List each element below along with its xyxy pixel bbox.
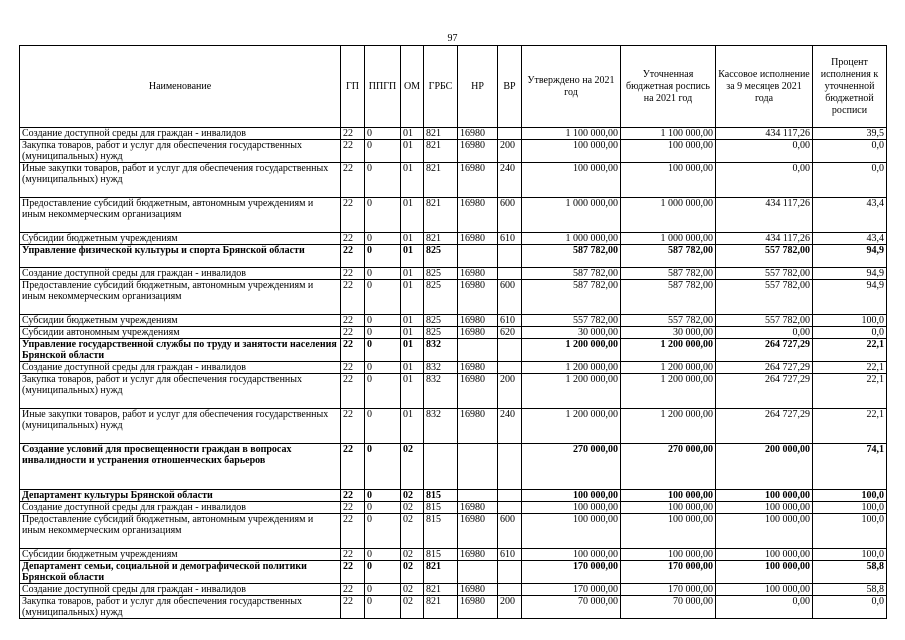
cell-om: 02	[401, 561, 424, 584]
cell-vr	[498, 245, 522, 268]
cell-percent: 94,9	[813, 245, 887, 268]
cell-ppgp: 0	[365, 549, 401, 561]
cell-name: Предоставление субсидий бюджетным, автономным учреждениям и иным некоммерческим организациям	[20, 198, 341, 233]
cell-grbs: 825	[424, 315, 458, 327]
cell-ppgp: 0	[365, 584, 401, 596]
cell-om: 01	[401, 128, 424, 140]
column-header-vr: ВР	[498, 46, 522, 128]
cell-gp: 22	[341, 409, 365, 444]
cell-vr: 600	[498, 514, 522, 549]
cell-ppgp: 0	[365, 596, 401, 619]
cell-approved: 557 782,00	[522, 315, 621, 327]
cell-percent: 58,8	[813, 584, 887, 596]
cell-ppgp: 0	[365, 315, 401, 327]
cell-percent: 74,1	[813, 444, 887, 490]
cell-cash: 264 727,29	[716, 374, 813, 409]
cell-gp: 22	[341, 327, 365, 339]
cell-cash: 100 000,00	[716, 514, 813, 549]
cell-nr: 16980	[458, 128, 498, 140]
cell-approved: 100 000,00	[522, 163, 621, 198]
table-row	[20, 339, 887, 362]
table-row	[20, 140, 887, 163]
table-row	[20, 444, 887, 490]
cell-grbs: 825	[424, 268, 458, 280]
table-row	[20, 584, 887, 596]
cell-gp: 22	[341, 128, 365, 140]
cell-om: 01	[401, 374, 424, 409]
cell-grbs: 815	[424, 514, 458, 549]
cell-om: 02	[401, 549, 424, 561]
cell-nr: 16980	[458, 198, 498, 233]
cell-nr	[458, 444, 498, 490]
cell-percent: 43,4	[813, 198, 887, 233]
cell-approved: 100 000,00	[522, 549, 621, 561]
cell-refined: 587 782,00	[621, 268, 716, 280]
cell-nr: 16980	[458, 327, 498, 339]
column-header-name: Наименование	[20, 46, 341, 128]
cell-refined: 70 000,00	[621, 596, 716, 619]
cell-vr: 600	[498, 280, 522, 315]
cell-name: Создание условий для просвещенности граждан в вопросах инвалидности и устранения отношенческих барьеров	[20, 444, 341, 490]
table-row	[20, 327, 887, 339]
cell-approved: 100 000,00	[522, 140, 621, 163]
cell-cash: 557 782,00	[716, 245, 813, 268]
cell-nr: 16980	[458, 409, 498, 444]
cell-om: 02	[401, 490, 424, 502]
cell-grbs: 821	[424, 128, 458, 140]
cell-approved: 587 782,00	[522, 268, 621, 280]
cell-approved: 100 000,00	[522, 502, 621, 514]
cell-name: Иные закупки товаров, работ и услуг для обеспечения государственных (муниципальных) нужд	[20, 163, 341, 198]
table-row	[20, 198, 887, 233]
cell-ppgp: 0	[365, 374, 401, 409]
cell-nr	[458, 561, 498, 584]
cell-name: Закупка товаров, работ и услуг для обеспечения государственных (муниципальных) нужд	[20, 596, 341, 619]
cell-percent: 100,0	[813, 315, 887, 327]
cell-name: Субсидии автономным учреждениям	[20, 327, 341, 339]
cell-grbs: 832	[424, 374, 458, 409]
cell-vr	[498, 561, 522, 584]
cell-grbs: 832	[424, 409, 458, 444]
table-row	[20, 315, 887, 327]
cell-percent: 22,1	[813, 362, 887, 374]
cell-cash: 557 782,00	[716, 315, 813, 327]
cell-om: 01	[401, 339, 424, 362]
cell-name: Создание доступной среды для граждан - инвалидов	[20, 502, 341, 514]
cell-grbs: 821	[424, 584, 458, 596]
cell-om: 01	[401, 315, 424, 327]
cell-refined: 1 200 000,00	[621, 374, 716, 409]
cell-nr: 16980	[458, 596, 498, 619]
cell-vr	[498, 490, 522, 502]
cell-percent: 100,0	[813, 490, 887, 502]
cell-cash: 0,00	[716, 163, 813, 198]
cell-vr: 610	[498, 315, 522, 327]
cell-percent: 58,8	[813, 561, 887, 584]
cell-grbs: 821	[424, 596, 458, 619]
cell-grbs: 825	[424, 327, 458, 339]
cell-ppgp: 0	[365, 245, 401, 268]
cell-grbs: 821	[424, 561, 458, 584]
cell-nr: 16980	[458, 584, 498, 596]
cell-approved: 100 000,00	[522, 514, 621, 549]
cell-ppgp: 0	[365, 233, 401, 245]
cell-nr: 16980	[458, 502, 498, 514]
cell-gp: 22	[341, 245, 365, 268]
cell-ppgp: 0	[365, 444, 401, 490]
column-header-gp: ГП	[341, 46, 365, 128]
cell-approved: 70 000,00	[522, 596, 621, 619]
cell-refined: 170 000,00	[621, 561, 716, 584]
cell-ppgp: 0	[365, 561, 401, 584]
cell-vr: 240	[498, 163, 522, 198]
cell-ppgp: 0	[365, 327, 401, 339]
column-header-percent: Процент исполнения к уточненной бюджетной росписи	[813, 46, 887, 128]
cell-percent: 39,5	[813, 128, 887, 140]
cell-grbs: 815	[424, 549, 458, 561]
cell-name: Создание доступной среды для граждан - инвалидов	[20, 584, 341, 596]
cell-refined: 587 782,00	[621, 245, 716, 268]
cell-nr	[458, 245, 498, 268]
cell-gp: 22	[341, 233, 365, 245]
cell-gp: 22	[341, 502, 365, 514]
column-header-nr: НР	[458, 46, 498, 128]
table-row	[20, 268, 887, 280]
cell-cash: 434 117,26	[716, 198, 813, 233]
table-row	[20, 233, 887, 245]
cell-nr: 16980	[458, 140, 498, 163]
cell-percent: 43,4	[813, 233, 887, 245]
cell-percent: 22,1	[813, 374, 887, 409]
column-header-grbs: ГРБС	[424, 46, 458, 128]
cell-om: 01	[401, 280, 424, 315]
cell-gp: 22	[341, 444, 365, 490]
cell-om: 01	[401, 198, 424, 233]
table-row	[20, 561, 887, 584]
cell-ppgp: 0	[365, 268, 401, 280]
cell-name: Создание доступной среды для граждан - инвалидов	[20, 128, 341, 140]
cell-name: Департамент семьи, социальной и демографической политики Брянской области	[20, 561, 341, 584]
cell-om: 01	[401, 362, 424, 374]
cell-gp: 22	[341, 561, 365, 584]
cell-cash: 200 000,00	[716, 444, 813, 490]
cell-approved: 270 000,00	[522, 444, 621, 490]
table-row	[20, 514, 887, 549]
cell-vr: 600	[498, 198, 522, 233]
cell-vr	[498, 268, 522, 280]
table-row	[20, 409, 887, 444]
cell-refined: 1 100 000,00	[621, 128, 716, 140]
cell-name: Управление государственной службы по труду и занятости населения Брянской области	[20, 339, 341, 362]
cell-refined: 100 000,00	[621, 140, 716, 163]
table-row	[20, 245, 887, 268]
cell-ppgp: 0	[365, 490, 401, 502]
cell-approved: 1 200 000,00	[522, 339, 621, 362]
cell-gp: 22	[341, 198, 365, 233]
cell-percent: 0,0	[813, 163, 887, 198]
cell-refined: 1 000 000,00	[621, 198, 716, 233]
cell-om: 01	[401, 268, 424, 280]
column-header-cash: Кассовое исполнение за 9 месяцев 2021 года	[716, 46, 813, 128]
cell-nr: 16980	[458, 163, 498, 198]
cell-refined: 100 000,00	[621, 163, 716, 198]
cell-vr: 200	[498, 140, 522, 163]
cell-ppgp: 0	[365, 362, 401, 374]
cell-cash: 264 727,29	[716, 409, 813, 444]
cell-name: Создание доступной среды для граждан - инвалидов	[20, 362, 341, 374]
cell-gp: 22	[341, 584, 365, 596]
cell-refined: 100 000,00	[621, 549, 716, 561]
cell-ppgp: 0	[365, 280, 401, 315]
cell-om: 02	[401, 596, 424, 619]
cell-om: 02	[401, 514, 424, 549]
cell-cash: 100 000,00	[716, 584, 813, 596]
cell-ppgp: 0	[365, 339, 401, 362]
cell-gp: 22	[341, 596, 365, 619]
table-row	[20, 549, 887, 561]
cell-refined: 1 200 000,00	[621, 409, 716, 444]
cell-om: 01	[401, 245, 424, 268]
cell-refined: 30 000,00	[621, 327, 716, 339]
cell-nr: 16980	[458, 233, 498, 245]
table-row	[20, 596, 887, 619]
cell-name: Субсидии бюджетным учреждениям	[20, 315, 341, 327]
cell-name: Закупка товаров, работ и услуг для обеспечения государственных (муниципальных) нужд	[20, 140, 341, 163]
cell-cash: 557 782,00	[716, 280, 813, 315]
table-row	[20, 502, 887, 514]
cell-nr: 16980	[458, 268, 498, 280]
cell-gp: 22	[341, 362, 365, 374]
column-header-ppgp: ППГП	[365, 46, 401, 128]
cell-refined: 1 200 000,00	[621, 362, 716, 374]
cell-grbs: 832	[424, 362, 458, 374]
cell-gp: 22	[341, 280, 365, 315]
cell-nr: 16980	[458, 315, 498, 327]
cell-om: 01	[401, 409, 424, 444]
cell-percent: 22,1	[813, 339, 887, 362]
table-row	[20, 280, 887, 315]
cell-name: Управление физической культуры и спорта Брянской области	[20, 245, 341, 268]
cell-cash: 264 727,29	[716, 362, 813, 374]
cell-refined: 100 000,00	[621, 502, 716, 514]
cell-cash: 100 000,00	[716, 490, 813, 502]
cell-refined: 1 000 000,00	[621, 233, 716, 245]
cell-gp: 22	[341, 315, 365, 327]
table-row	[20, 362, 887, 374]
cell-approved: 1 200 000,00	[522, 362, 621, 374]
cell-percent: 100,0	[813, 549, 887, 561]
cell-gp: 22	[341, 490, 365, 502]
cell-grbs: 821	[424, 198, 458, 233]
table-row	[20, 163, 887, 198]
cell-ppgp: 0	[365, 140, 401, 163]
column-header-approved: Утверждено на 2021 год	[522, 46, 621, 128]
cell-approved: 170 000,00	[522, 584, 621, 596]
cell-vr: 200	[498, 374, 522, 409]
cell-om: 02	[401, 502, 424, 514]
cell-nr	[458, 339, 498, 362]
cell-om: 01	[401, 163, 424, 198]
cell-refined: 100 000,00	[621, 490, 716, 502]
cell-approved: 100 000,00	[522, 490, 621, 502]
cell-percent: 100,0	[813, 514, 887, 549]
cell-approved: 1 000 000,00	[522, 233, 621, 245]
cell-nr: 16980	[458, 374, 498, 409]
cell-gp: 22	[341, 549, 365, 561]
table-row	[20, 374, 887, 409]
cell-name: Предоставление субсидий бюджетным, автономным учреждениям и иным некоммерческим организациям	[20, 514, 341, 549]
table-body	[20, 128, 887, 619]
cell-grbs: 815	[424, 490, 458, 502]
cell-gp: 22	[341, 374, 365, 409]
cell-grbs: 821	[424, 233, 458, 245]
cell-grbs: 815	[424, 502, 458, 514]
cell-vr	[498, 362, 522, 374]
cell-nr	[458, 490, 498, 502]
cell-vr: 610	[498, 233, 522, 245]
cell-cash: 100 000,00	[716, 549, 813, 561]
cell-om: 01	[401, 140, 424, 163]
cell-grbs: 832	[424, 339, 458, 362]
cell-gp: 22	[341, 268, 365, 280]
cell-nr: 16980	[458, 362, 498, 374]
cell-vr	[498, 339, 522, 362]
cell-gp: 22	[341, 140, 365, 163]
cell-cash: 264 727,29	[716, 339, 813, 362]
cell-cash: 434 117,26	[716, 128, 813, 140]
cell-name: Иные закупки товаров, работ и услуг для обеспечения государственных (муниципальных) нужд	[20, 409, 341, 444]
cell-name: Предоставление субсидий бюджетным, автономным учреждениям и иным некоммерческим организациям	[20, 280, 341, 315]
table-row	[20, 128, 887, 140]
cell-cash: 0,00	[716, 140, 813, 163]
cell-om: 02	[401, 444, 424, 490]
cell-vr	[498, 584, 522, 596]
cell-approved: 1 200 000,00	[522, 409, 621, 444]
cell-refined: 270 000,00	[621, 444, 716, 490]
cell-om: 02	[401, 584, 424, 596]
cell-percent: 100,0	[813, 502, 887, 514]
cell-grbs	[424, 444, 458, 490]
cell-grbs: 821	[424, 163, 458, 198]
cell-approved: 1 000 000,00	[522, 198, 621, 233]
cell-name: Создание доступной среды для граждан - инвалидов	[20, 268, 341, 280]
cell-vr: 620	[498, 327, 522, 339]
cell-grbs: 825	[424, 245, 458, 268]
cell-name: Департамент культуры Брянской области	[20, 490, 341, 502]
column-header-om: ОМ	[401, 46, 424, 128]
cell-approved: 587 782,00	[522, 245, 621, 268]
cell-gp: 22	[341, 163, 365, 198]
cell-percent: 94,9	[813, 268, 887, 280]
cell-name: Субсидии бюджетным учреждениям	[20, 233, 341, 245]
cell-grbs: 821	[424, 140, 458, 163]
cell-vr: 610	[498, 549, 522, 561]
cell-om: 01	[401, 327, 424, 339]
cell-refined: 170 000,00	[621, 584, 716, 596]
cell-refined: 1 200 000,00	[621, 339, 716, 362]
cell-name: Закупка товаров, работ и услуг для обеспечения государственных (муниципальных) нужд	[20, 374, 341, 409]
cell-vr	[498, 128, 522, 140]
table-header	[20, 46, 887, 128]
cell-ppgp: 0	[365, 198, 401, 233]
cell-percent: 0,0	[813, 140, 887, 163]
cell-vr: 240	[498, 409, 522, 444]
table-row	[20, 490, 887, 502]
cell-approved: 1 200 000,00	[522, 374, 621, 409]
cell-gp: 22	[341, 514, 365, 549]
column-header-refined: Уточненная бюджетная роспись на 2021 год	[621, 46, 716, 128]
cell-cash: 100 000,00	[716, 561, 813, 584]
cell-cash: 0,00	[716, 596, 813, 619]
cell-approved: 1 100 000,00	[522, 128, 621, 140]
cell-vr	[498, 502, 522, 514]
page-number: 97	[447, 33, 458, 44]
cell-approved: 30 000,00	[522, 327, 621, 339]
cell-vr	[498, 444, 522, 490]
cell-cash: 0,00	[716, 327, 813, 339]
cell-approved: 587 782,00	[522, 280, 621, 315]
cell-om: 01	[401, 233, 424, 245]
cell-approved: 170 000,00	[522, 561, 621, 584]
cell-percent: 22,1	[813, 409, 887, 444]
cell-grbs: 825	[424, 280, 458, 315]
cell-ppgp: 0	[365, 514, 401, 549]
cell-refined: 587 782,00	[621, 280, 716, 315]
cell-cash: 434 117,26	[716, 233, 813, 245]
cell-nr: 16980	[458, 280, 498, 315]
cell-nr: 16980	[458, 549, 498, 561]
cell-refined: 557 782,00	[621, 315, 716, 327]
cell-ppgp: 0	[365, 128, 401, 140]
cell-cash: 100 000,00	[716, 502, 813, 514]
cell-cash: 557 782,00	[716, 268, 813, 280]
cell-ppgp: 0	[365, 502, 401, 514]
cell-percent: 0,0	[813, 327, 887, 339]
cell-percent: 0,0	[813, 596, 887, 619]
cell-refined: 100 000,00	[621, 514, 716, 549]
cell-gp: 22	[341, 339, 365, 362]
cell-nr: 16980	[458, 514, 498, 549]
budget-table	[19, 45, 887, 619]
cell-ppgp: 0	[365, 163, 401, 198]
cell-ppgp: 0	[365, 409, 401, 444]
cell-name: Субсидии бюджетным учреждениям	[20, 549, 341, 561]
cell-percent: 94,9	[813, 280, 887, 315]
cell-vr: 200	[498, 596, 522, 619]
